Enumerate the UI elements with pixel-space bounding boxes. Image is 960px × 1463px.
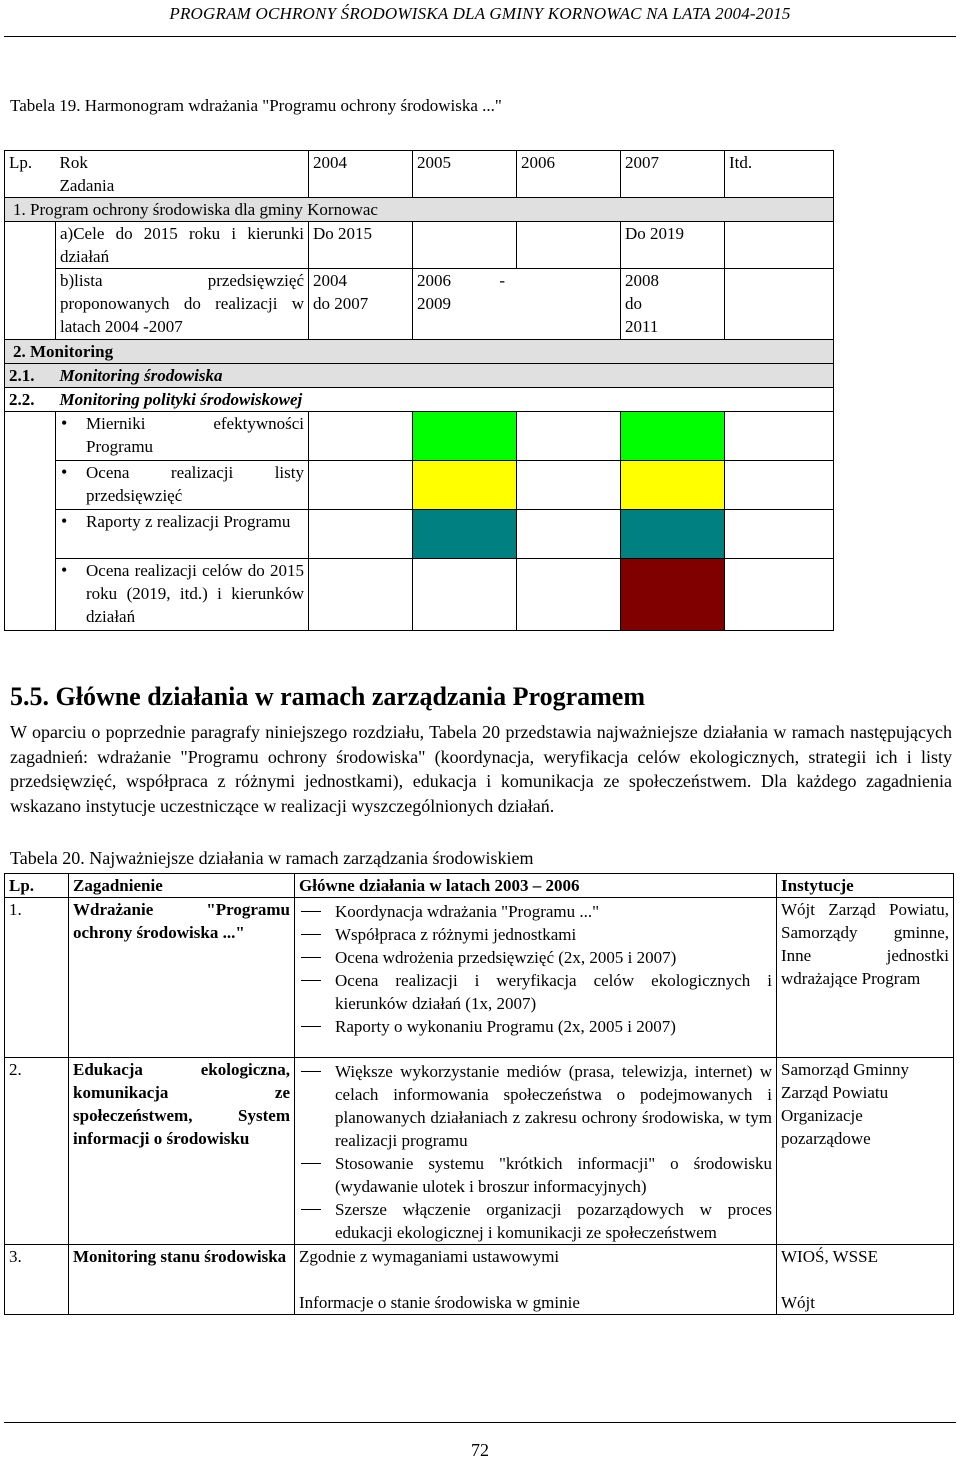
monitoring-polityki-row [5,388,834,412]
row2-action-2: Stosowanie systemu "krótkich informacji" o środowisku (wydawanie ulotek i broszur informacyjnych) [299,1152,772,1198]
lista-2008: 2008 [625,271,659,290]
table20-caption: Tabela 20. Najważniejsze działania w ramach zarządzania środowiskiem [10,848,534,868]
rok-label: Rok [59,153,88,172]
row1-action-2: Współpraca z różnymi jednostkami [299,923,772,946]
monitoring-srodowiska-row [5,364,834,388]
program-row [5,198,834,222]
row2-lp: 2. [5,1058,69,1245]
row21-num: 2.1. [5,364,56,388]
ocena-celow-label: • Ocena realizacji celów do 2015 roku (2019, itd.) i kierunków działań [56,559,309,631]
year-2004: 2004 [309,151,413,198]
raporty-2005-teal [413,510,517,559]
row1-institutions: Wójt Zarząd Powiatu, Samorządy gminne, Inne jednostki wdrażające Program [777,898,954,1058]
lista-2004: 2004 [313,271,347,290]
row3-topic: Monitoring stanu środowiska [69,1245,295,1315]
lista-2006-2009 [413,269,621,340]
year-2007: 2007 [621,151,725,198]
row2-topic: Edukacja ekologiczna, komunikacja ze społeczeństwem, System informacji o środowisku [69,1058,295,1245]
cele-row [5,222,834,269]
rok-zadania-header [56,151,309,198]
raporty-row [5,510,834,559]
header-instytucje: Instytucje [777,874,954,898]
row3-lp: 3. [5,1245,69,1315]
mierniki-2007-green [621,412,725,461]
lista-label: b)lista przedsięwzięć proponowanych do realizacji w latach 2004 -2007 [56,269,309,340]
row1-action-1: Koordynacja wdrażania "Programu ..." [299,900,772,923]
header-rule [4,36,956,37]
cele-label: a)Cele do 2015 roku i kierunki działań [56,222,309,269]
ocena-listy-label: • Ocena realizacji listy przedsięwzięć [56,461,309,510]
monitoring-row [5,340,834,364]
header-lp: Lp. [5,874,69,898]
row3-institution-1: WIOŚ, WSSE [781,1247,878,1266]
row2-institutions: Samorząd Gminny Zarząd Powiatu Organizacje pozarządowe [777,1058,954,1245]
lista-do-2007: do 2007 [313,294,369,313]
row1-topic: Wdrażanie "Programu ochrony środowiska ..." [69,898,295,1058]
ocena-listy-2005-yellow [413,461,517,510]
cele-do-2019: Do 2019 [621,222,725,269]
table20-row-2 [5,1058,954,1245]
ocena-celow-row [5,559,834,631]
table20-row-1 [5,898,954,1058]
row3-action-1: Zgodnie z wymaganiami ustawowymi [299,1247,560,1266]
lp-header: Lp. [5,151,56,198]
cele-do-2015: Do 2015 [309,222,413,269]
table19-header-row [5,151,834,198]
row3-institutions [777,1245,954,1315]
row2-action-3: Szersze włączenie organizacji pozarządowych w proces edukacji ekologicznej i komunikacji ze społeczeństwem [299,1198,772,1244]
lista-row [5,269,834,340]
raporty-2007-teal [621,510,725,559]
lista-2008-2011 [621,269,725,340]
row22-text: Monitoring polityki środowiskowej [56,388,834,412]
table19 [4,150,834,631]
year-itd: Itd. [725,151,834,198]
row1-action-3: Ocena wdrożenia przedsięwzięć (2x, 2005 i 2007) [299,946,772,969]
row2-action-1: Większe wykorzystanie mediów (prasa, telewizja, internet) w celach informowania społeczeństwa o podejmowanych i planowanych działaniach z zakresu ochrony środowiska, w tym realizacji programu [299,1060,772,1152]
lista-2004-2007 [309,269,413,340]
row2-actions [295,1058,777,1245]
ocena-listy-2007-yellow [621,461,725,510]
mierniki-row [5,412,834,461]
table20-row-3 [5,1245,954,1315]
lista-2011: 2011 [625,317,659,336]
year-2006: 2006 [517,151,621,198]
table20-header-row [5,874,954,898]
lista-2009: 2009 [417,294,451,313]
row3-action-2: Informacje o stanie środowiska w gminie [299,1293,580,1312]
row3-actions [295,1245,777,1315]
lista-do: do [625,294,642,313]
mierniki-label: • Mierniki efektywności Programu [56,412,309,461]
footer-rule [4,1422,956,1423]
monitoring-label: 2. Monitoring [5,340,834,364]
zadania-label: Zadania [59,176,115,195]
lista-2006: 2006 - [417,271,505,290]
row3-institution-2: Wójt [781,1293,815,1312]
page-number: 72 [471,1440,489,1460]
raporty-label: • Raporty z realizacji Programu [56,510,309,559]
table20 [4,873,954,1315]
row1-lp: 1. [5,898,69,1058]
row1-action-5: Raporty o wykonaniu Programu (2x, 2005 i 2007) [299,1015,772,1038]
year-2005: 2005 [413,151,517,198]
program-row-label: 1. Program ochrony środowiska dla gminy Kornowac [5,198,834,222]
section-paragraph: W oparciu o poprzednie paragrafy niniejszego rozdziału, Tabela 20 przedstawia najważniejsze działania w ramach następujących zagadnień: wdrażanie "Programu ochrony środowiska" (koordynacja, weryfikacja celów ekologicznych, strategii ich i listy przedsięwzięć, współpraca z różnymi jednostkami), edukacja i komunikacja ze społeczeństwem. Dla każdego zagadnienia wskazano instytucje uczestniczące w realizacji wyszczególnionych działań. [10,722,952,816]
row22-num: 2.2. [5,388,56,412]
row1-actions [295,898,777,1058]
ocena-celow-2007-maroon [621,559,725,631]
row1-action-4: Ocena realizacji i weryfikacja celów ekologicznych i kierunków działań (1x, 2007) [299,969,772,1015]
header-zagadnienie: Zagadnienie [69,874,295,898]
ocena-listy-row [5,461,834,510]
header-dzialania: Główne działania w latach 2003 – 2006 [295,874,777,898]
section-heading: 5.5. Główne działania w ramach zarządzania Programem [10,682,645,711]
row21-text: Monitoring środowiska [56,364,834,388]
mierniki-2005-green [413,412,517,461]
table19-caption: Tabela 19. Harmonogram wdrażania "Programu ochrony środowiska ..." [10,96,502,115]
running-header: PROGRAM OCHRONY ŚRODOWISKA DLA GMINY KORNOWAC NA LATA 2004-2015 [169,4,791,23]
